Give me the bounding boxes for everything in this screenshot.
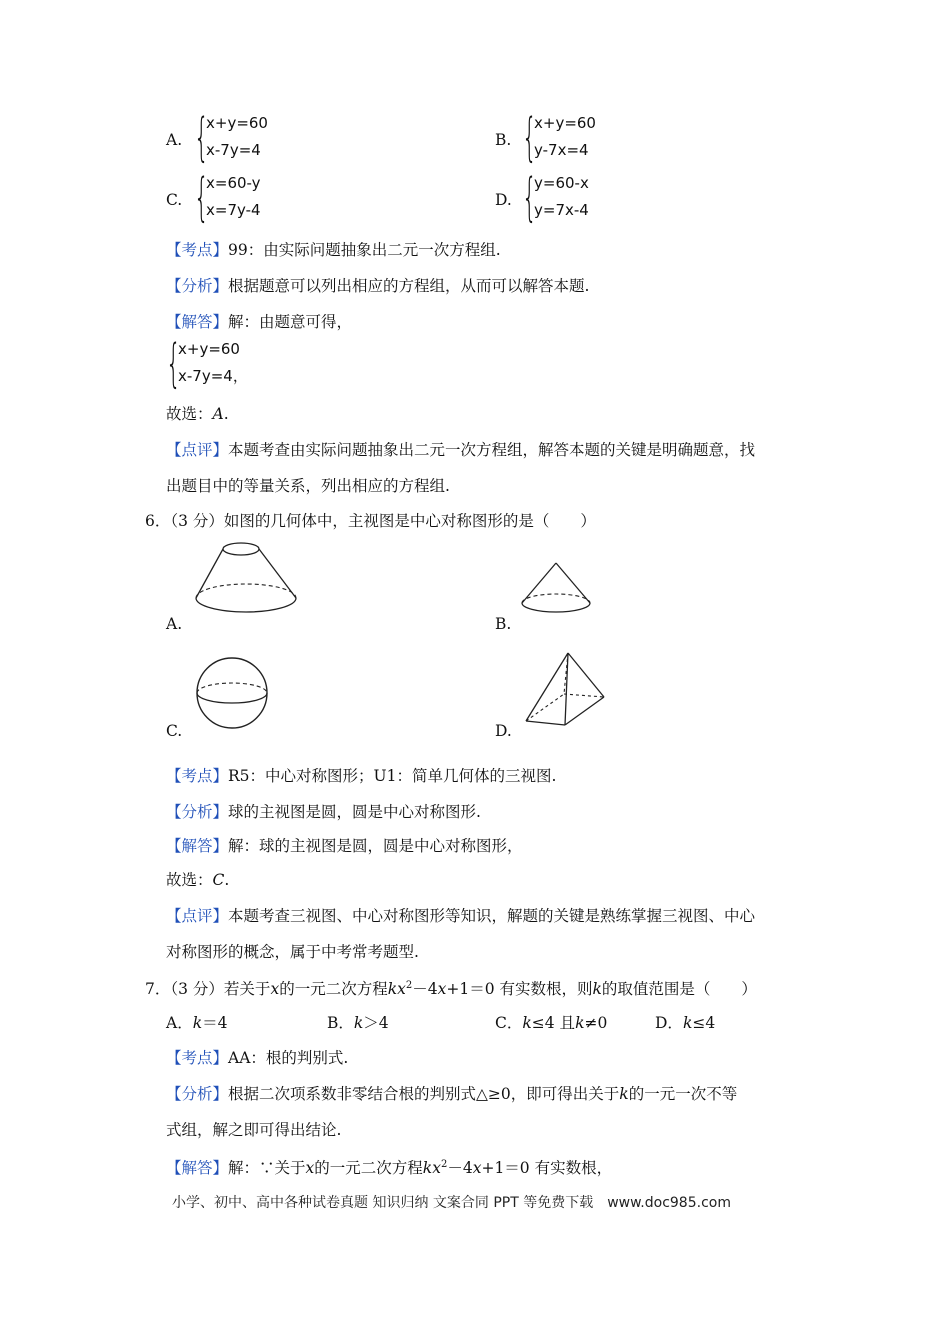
- dianping-tag: 【点评】: [166, 907, 229, 925]
- q5-jieda: [166, 312, 352, 332]
- q6-option-d-label: D.: [495, 722, 512, 740]
- equation-1: x+y=60: [206, 114, 268, 132]
- q7-option-d: D．k≤4: [655, 1014, 716, 1032]
- equation-1: y=60-x: [534, 174, 589, 192]
- fenxi-tag: 【分析】: [166, 1085, 229, 1103]
- fenxi-text: 根据题意可以列出相应的方程组，从而可以解答本题.: [228, 277, 590, 295]
- q5-answer-system: [166, 334, 286, 394]
- q5-kaodian: [166, 240, 501, 260]
- q6-option-c-label: C.: [166, 722, 183, 740]
- equation-2: x=7y-4: [206, 201, 261, 219]
- q5-option-c-system: [194, 168, 294, 228]
- jieda-tag: 【解答】: [166, 313, 229, 331]
- q6-fenxi: [166, 802, 481, 822]
- q5-option-b-system: [522, 108, 622, 168]
- q7-fenxi-2: 式组，解之即可得出结论.: [166, 1121, 342, 1139]
- jieda-tag: 【解答】: [166, 1159, 229, 1178]
- q7-jieda: 【解答】解：∵关于x的一元二次方程$kx^2-4x+1=0$ 有实数根，: [166, 1159, 613, 1178]
- equation-2: x-7y=4，: [178, 367, 248, 385]
- kaodian-text: AA：根的判别式.: [228, 1049, 349, 1067]
- q7-stem: 7．（3 分）若关于x的一元二次方程$kx^2-4x+1=0$ 有实数根，则k的取值范围是（ ）: [145, 980, 757, 999]
- q7-fenxi-1: 【分析】根据二次项系数非零结合根的判别式△≥0，即可得出关于k的一元一次不等: [166, 1085, 738, 1103]
- q6-option-b-label: B.: [495, 615, 512, 633]
- equation-2: y-7x=4: [534, 141, 589, 159]
- guxuan-label: 故选：: [166, 871, 213, 889]
- page-footer: 小学、初中、高中各种试卷真题 知识归纳 文案合同 PPT 等免费下载 www.doc985.com: [172, 1195, 731, 1211]
- q7-option-b: B．k＞4: [327, 1014, 389, 1032]
- kaodian-tag: 【考点】: [166, 241, 229, 259]
- brace-icon: {: [522, 108, 537, 168]
- q6-jieda: [166, 836, 523, 856]
- cone-icon: [518, 560, 598, 620]
- equation-1: x+y=60: [534, 114, 596, 132]
- sphere-icon: [194, 655, 270, 731]
- equation-2: x-7y=4: [206, 141, 261, 159]
- brace-icon: {: [166, 334, 181, 394]
- q6-kaodian: [166, 766, 556, 786]
- fenxi-tag: 【分析】: [166, 277, 229, 295]
- jieda-text: 解：由题意可得，: [228, 313, 353, 331]
- answer-value: C: [212, 871, 225, 889]
- q7-option-c: C．k≤4 且k≠0: [495, 1014, 608, 1032]
- q5-option-d-label: D.: [495, 191, 512, 209]
- pyramid-icon: [520, 650, 610, 730]
- equation-1: x=60-y: [206, 174, 261, 192]
- q5-dianping-1: [166, 440, 755, 460]
- q6-dianping-1: [166, 906, 755, 926]
- dianping-tag: 【点评】: [166, 441, 229, 459]
- q5-fenxi: [166, 276, 589, 296]
- kaodian-tag: 【考点】: [166, 767, 229, 785]
- guxuan-label: 故选：: [166, 405, 213, 423]
- q7-option-a: A．k＝4: [166, 1014, 228, 1032]
- q6-dianping-2: 对称图形的概念，属于中考常考题型.: [166, 943, 419, 961]
- kaodian-text: 99：由实际问题抽象出二元一次方程组.: [228, 241, 501, 259]
- q5-dianping-2: 出题目中的等量关系，列出相应的方程组.: [166, 477, 450, 495]
- q5-option-c-label: C.: [166, 191, 183, 209]
- brace-icon: {: [522, 168, 537, 228]
- q5-option-b-label: B.: [495, 131, 512, 149]
- frustum-icon: [192, 540, 302, 620]
- equation-2: y=7x-4: [534, 201, 589, 219]
- q5-option-a-system: [194, 108, 294, 168]
- dianping-text: 本题考查由实际问题抽象出二元一次方程组，解答本题的关键是明确题意，找: [228, 441, 756, 459]
- jieda-text: 解：球的主视图是圆，圆是中心对称图形，: [228, 837, 523, 855]
- q7-kaodian: [166, 1048, 348, 1068]
- fenxi-text: 球的主视图是圆，圆是中心对称图形.: [228, 803, 481, 821]
- jieda-tag: 【解答】: [166, 837, 229, 855]
- kaodian-text: R5：中心对称图形；U1：简单几何体的三视图.: [228, 767, 557, 785]
- brace-icon: {: [194, 168, 209, 228]
- q6-stem: 6．（3 分）如图的几何体中，主视图是中心对称图形的是（ ）: [145, 512, 596, 530]
- q5-option-d-system: [522, 168, 622, 228]
- q5-option-a-label: A.: [166, 131, 183, 149]
- equation-1: x+y=60: [178, 340, 240, 358]
- dianping-text: 本题考查三视图、中心对称图形等知识，解题的关键是熟练掌握三视图、中心: [228, 907, 756, 925]
- fenxi-tag: 【分析】: [166, 803, 229, 821]
- q5-guxuan: 故选：A.: [166, 405, 229, 423]
- brace-icon: {: [194, 108, 209, 168]
- q6-guxuan: 故选：C.: [166, 871, 230, 889]
- kaodian-tag: 【考点】: [166, 1049, 229, 1067]
- q6-option-a-label: A.: [166, 615, 183, 633]
- answer-value: A: [212, 405, 224, 423]
